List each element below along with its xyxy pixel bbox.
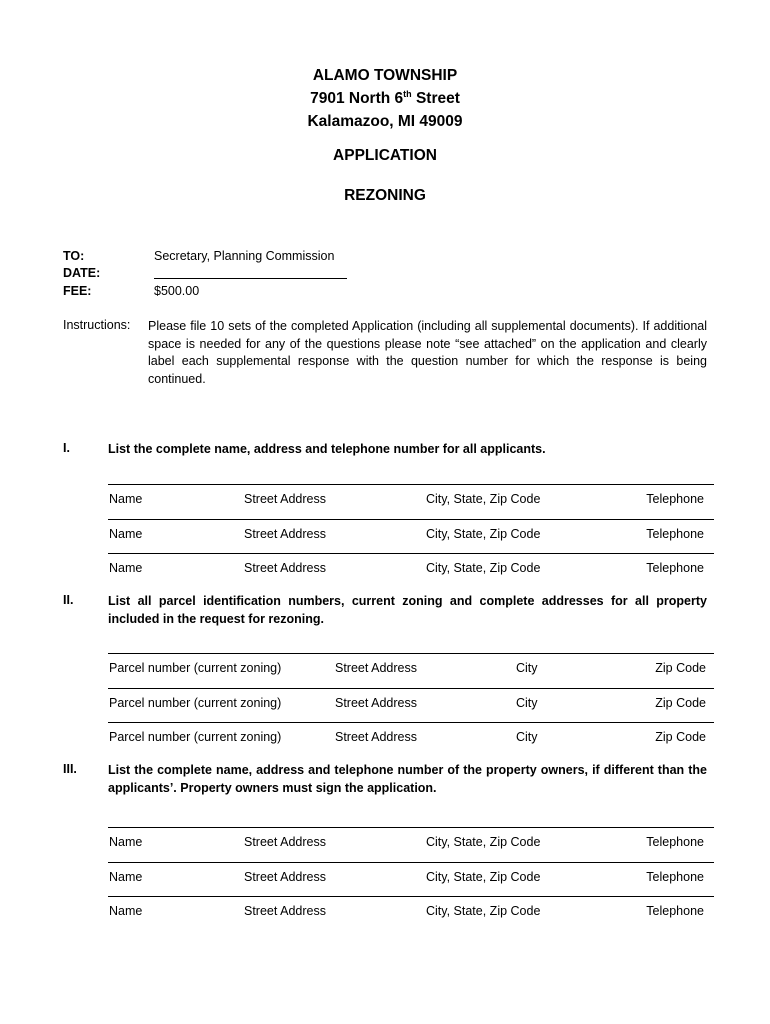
name-column-label: Name (109, 492, 143, 506)
street-address-column-label: Street Address (335, 696, 417, 710)
fee-value: $500.00 (154, 284, 200, 298)
township-name: ALAMO TOWNSHIP (312, 67, 458, 84)
parcel-number-column-label: Parcel number (current zoning) (109, 730, 282, 744)
section-1-heading: List the complete name, address and telephone number for all applicants. (108, 442, 546, 456)
telephone-column-label: Telephone (646, 527, 704, 541)
instructions-label: Instructions: (63, 318, 131, 332)
city-state-zip-column-label: City, State, Zip Code (426, 561, 541, 575)
name-column-label: Name (109, 904, 143, 918)
name-column-label: Name (109, 527, 143, 541)
owner-row-3[interactable] (108, 896, 714, 919)
parcel-row-2[interactable] (108, 688, 714, 711)
parcel-number-column-label: Parcel number (current zoning) (109, 661, 282, 675)
city-state-zip-column-label: City, State, Zip Code (426, 835, 541, 849)
section-2-number: II. (63, 593, 74, 607)
township-city-line: Kalamazoo, MI 49009 (307, 113, 463, 130)
section-3-number: III. (63, 762, 77, 776)
name-column-label: Name (109, 870, 143, 884)
applicant-row-1[interactable] (108, 484, 714, 507)
street-address-column-label: Street Address (244, 870, 326, 884)
section-3-heading: List the complete name, address and telephone number of the property owners, if different than the applicants’. Property owners must sign the application. (108, 763, 707, 795)
telephone-column-label: Telephone (646, 870, 704, 884)
city-state-zip-column-label: City, State, Zip Code (426, 870, 541, 884)
owner-row-2[interactable] (108, 862, 714, 885)
owner-row-1[interactable] (108, 827, 714, 850)
street-address-column-label: Street Address (244, 561, 326, 575)
city-column-label: City (516, 661, 538, 675)
to-value: Secretary, Planning Commission (154, 249, 335, 263)
street-address-column-label: Street Address (335, 730, 417, 744)
section-1-number: I. (63, 441, 70, 455)
section-2-heading: List all parcel identification numbers, current zoning and complete addresses for all property included in the request for rezoning. (108, 594, 707, 626)
street-address-column-label: Street Address (244, 835, 326, 849)
fee-label: FEE: (63, 284, 92, 298)
street-address-column-label: Street Address (244, 492, 326, 506)
document-subject-title: REZONING (344, 187, 426, 204)
city-state-zip-column-label: City, State, Zip Code (426, 527, 541, 541)
city-state-zip-column-label: City, State, Zip Code (426, 492, 541, 506)
date-field-line[interactable] (154, 278, 347, 279)
telephone-column-label: Telephone (646, 492, 704, 506)
city-state-zip-column-label: City, State, Zip Code (426, 904, 541, 918)
parcel-row-1[interactable] (108, 653, 714, 676)
zip-code-column-label: Zip Code (655, 696, 706, 710)
name-column-label: Name (109, 561, 143, 575)
name-column-label: Name (109, 835, 143, 849)
zip-code-column-label: Zip Code (655, 730, 706, 744)
street-address-column-label: Street Address (244, 527, 326, 541)
instructions-text: Please file 10 sets of the completed Application (including all supplemental documents). If additional space is needed for any of the questions please note “see attached” on the application and clearly label each supplemental response with the question number for which the response is being continued. (148, 319, 707, 386)
city-column-label: City (516, 730, 538, 744)
zip-code-column-label: Zip Code (655, 661, 706, 675)
street-address-column-label: Street Address (335, 661, 417, 675)
date-label: DATE: (63, 266, 101, 280)
to-label: TO: (63, 249, 85, 263)
telephone-column-label: Telephone (646, 835, 704, 849)
street-address-column-label: Street Address (244, 904, 326, 918)
parcel-row-3[interactable] (108, 722, 714, 745)
document-type-title: APPLICATION (333, 147, 437, 164)
parcel-number-column-label: Parcel number (current zoning) (109, 696, 282, 710)
applicant-row-3[interactable] (108, 553, 714, 576)
telephone-column-label: Telephone (646, 561, 704, 575)
telephone-column-label: Telephone (646, 904, 704, 918)
applicant-row-2[interactable] (108, 519, 714, 542)
city-column-label: City (516, 696, 538, 710)
township-street-address: 7901 North 6th Street (310, 88, 460, 107)
